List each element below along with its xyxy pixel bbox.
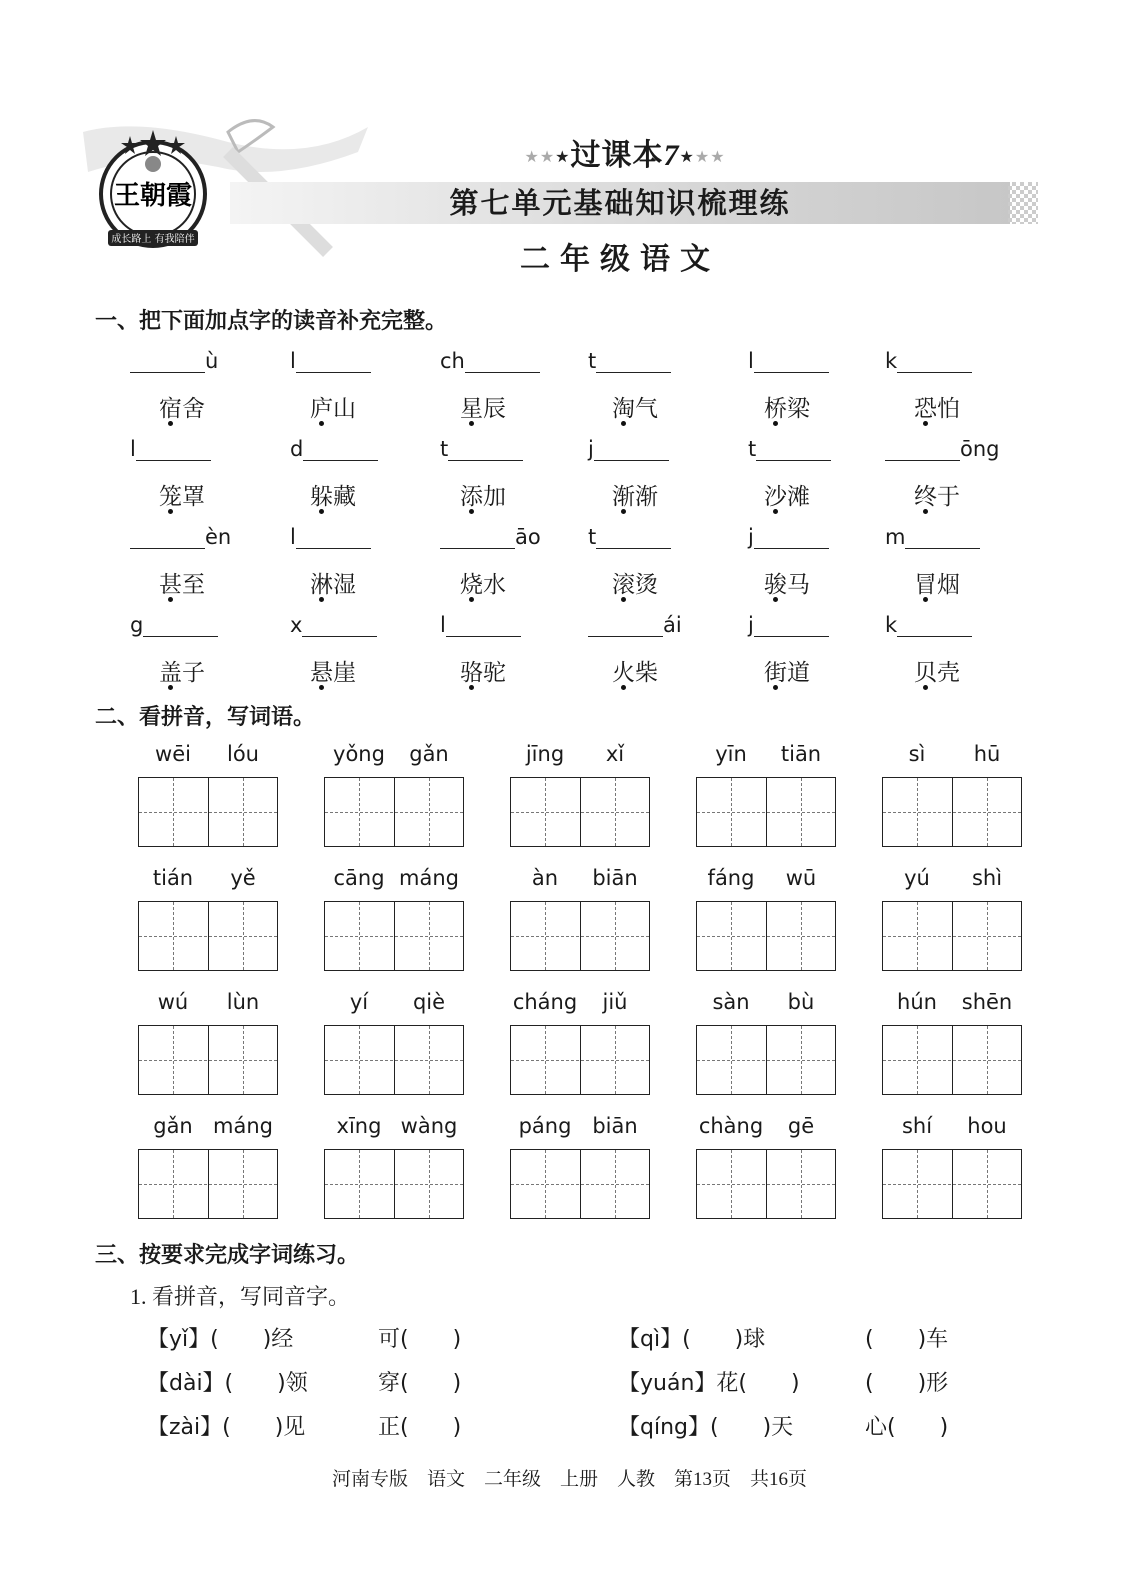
pinyin-blank[interactable] bbox=[130, 436, 211, 464]
pinyin-blank[interactable] bbox=[588, 348, 671, 376]
emphasis-dot bbox=[168, 597, 173, 602]
pinyin-syllable: wú bbox=[157, 990, 189, 1014]
pinyin-syllable: sàn bbox=[712, 990, 750, 1014]
homophone-item[interactable]: 【qì】( )球 bbox=[618, 1327, 766, 1352]
tianzige-box[interactable] bbox=[324, 777, 464, 847]
word: 淘气 bbox=[612, 396, 658, 421]
tianzige-box[interactable] bbox=[696, 777, 836, 847]
answer-line[interactable] bbox=[302, 612, 377, 637]
word: 悬崖 bbox=[310, 660, 356, 685]
pinyin-prefix: j bbox=[748, 525, 754, 549]
pinyin-blank[interactable] bbox=[748, 524, 829, 552]
word: 盖子 bbox=[159, 660, 205, 685]
homophone-item[interactable]: 穿( ) bbox=[378, 1371, 462, 1396]
pinyin-syllable: wēi bbox=[155, 742, 191, 766]
pinyin-blank[interactable] bbox=[440, 348, 540, 376]
emphasis-dot bbox=[773, 685, 778, 690]
svg-text:王朝霞: 王朝霞 bbox=[113, 181, 193, 211]
answer-line[interactable] bbox=[754, 612, 829, 637]
tianzige-box[interactable] bbox=[324, 901, 464, 971]
homophone-item[interactable]: 【qíng】( )天 bbox=[618, 1415, 794, 1440]
word: 宿舍 bbox=[159, 396, 205, 421]
word: 恐怕 bbox=[914, 396, 960, 421]
page-subtitle: 二年级语文 bbox=[520, 242, 720, 277]
answer-line[interactable] bbox=[905, 524, 980, 549]
pinyin-syllable: gǎn bbox=[409, 742, 449, 766]
pinyin-syllable: shí bbox=[901, 1114, 933, 1138]
pinyin-syllable: wū bbox=[785, 866, 817, 890]
emphasis-dot bbox=[621, 509, 626, 514]
answer-line[interactable] bbox=[465, 348, 540, 373]
pinyin-blank[interactable] bbox=[885, 348, 972, 376]
pinyin-prefix: t bbox=[588, 349, 597, 373]
word: 火柴 bbox=[612, 660, 658, 685]
pinyin-blank[interactable] bbox=[748, 612, 829, 640]
homophone-item[interactable]: 可( ) bbox=[378, 1327, 462, 1352]
pinyin-syllable: biān bbox=[592, 1114, 638, 1138]
pinyin-syllable: máng bbox=[399, 866, 459, 890]
emphasis-dot bbox=[923, 685, 928, 690]
tianzige-box[interactable] bbox=[882, 1025, 1022, 1095]
tianzige-box[interactable] bbox=[510, 901, 650, 971]
answer-line[interactable] bbox=[130, 348, 205, 373]
tianzige-box[interactable] bbox=[882, 1149, 1022, 1219]
answer-line[interactable] bbox=[754, 348, 829, 373]
pinyin-suffix: ōng bbox=[960, 437, 1000, 461]
section1-title: 一、把下面加点字的读音补充完整。 bbox=[95, 309, 448, 334]
pinyin-blank[interactable] bbox=[748, 436, 831, 464]
word: 冒烟 bbox=[914, 572, 960, 597]
emphasis-dot bbox=[469, 421, 474, 426]
pinyin-syllable: yǒng bbox=[333, 742, 385, 766]
pinyin-prefix: t bbox=[748, 437, 757, 461]
pinyin-blank[interactable] bbox=[290, 348, 371, 376]
pinyin-syllable: tián bbox=[152, 866, 194, 890]
pinyin-blank[interactable] bbox=[130, 612, 218, 640]
pinyin-syllable: lóu bbox=[227, 742, 259, 766]
tianzige-box[interactable] bbox=[138, 1149, 278, 1219]
pinyin-blank[interactable] bbox=[440, 612, 521, 640]
pinyin-blank[interactable] bbox=[130, 348, 218, 376]
word: 终于 bbox=[914, 484, 960, 509]
pinyin-blank[interactable] bbox=[588, 524, 671, 552]
answer-line[interactable] bbox=[897, 612, 972, 637]
pinyin-suffix: ái bbox=[663, 613, 682, 637]
page-title: 第七单元基础知识梳理练 bbox=[449, 186, 791, 220]
pinyin-syllable: bù bbox=[787, 990, 815, 1014]
pinyin-syllable: hún bbox=[897, 990, 937, 1014]
answer-line[interactable] bbox=[448, 436, 523, 461]
word: 躲藏 bbox=[310, 484, 356, 509]
pinyin-blank[interactable] bbox=[290, 436, 378, 464]
pinyin-prefix: ch bbox=[440, 349, 465, 373]
pinyin-prefix: x bbox=[290, 613, 303, 637]
section2-title: 二、看拼音，写词语。 bbox=[95, 705, 316, 730]
word: 街道 bbox=[764, 660, 810, 685]
answer-line[interactable] bbox=[440, 524, 515, 549]
emphasis-dot bbox=[319, 509, 324, 514]
answer-line[interactable] bbox=[130, 524, 205, 549]
pinyin-syllable: shēn bbox=[961, 990, 1013, 1014]
pinyin-prefix: j bbox=[588, 437, 594, 461]
word: 添加 bbox=[460, 484, 506, 509]
tianzige-box[interactable] bbox=[882, 901, 1022, 971]
word: 骆驼 bbox=[460, 660, 506, 685]
emphasis-dot bbox=[621, 685, 626, 690]
emphasis-dot bbox=[923, 597, 928, 602]
emphasis-dot bbox=[168, 421, 173, 426]
tianzige-box[interactable] bbox=[696, 901, 836, 971]
pinyin-prefix: l bbox=[290, 525, 296, 549]
emphasis-dot bbox=[923, 421, 928, 426]
word: 淋湿 bbox=[310, 572, 356, 597]
pinyin-syllable: biān bbox=[592, 866, 638, 890]
homophone-item[interactable]: 正( ) bbox=[378, 1415, 462, 1440]
pinyin-prefix: l bbox=[290, 349, 296, 373]
pinyin-syllable: yú bbox=[904, 866, 930, 890]
emphasis-dot bbox=[319, 597, 324, 602]
homophone-item[interactable]: ( )形 bbox=[865, 1371, 949, 1396]
emphasis-dot bbox=[319, 421, 324, 426]
pinyin-syllable: xīng bbox=[336, 1114, 382, 1138]
pinyin-syllable: gǎn bbox=[153, 1114, 193, 1138]
emphasis-dot bbox=[621, 421, 626, 426]
pinyin-prefix: t bbox=[588, 525, 597, 549]
pinyin-blank[interactable] bbox=[440, 436, 523, 464]
emphasis-dot bbox=[319, 685, 324, 690]
title-bar-pattern bbox=[1008, 182, 1038, 224]
lesson-kicker: ★★★过课本7★★★ bbox=[524, 138, 726, 173]
pinyin-syllable: sì bbox=[908, 742, 926, 766]
emphasis-dot bbox=[773, 597, 778, 602]
pinyin-syllable: shì bbox=[971, 866, 1003, 890]
pinyin-prefix: j bbox=[748, 613, 754, 637]
emphasis-dot bbox=[773, 509, 778, 514]
pinyin-blank[interactable] bbox=[885, 524, 980, 552]
answer-line[interactable] bbox=[303, 436, 378, 461]
answer-line[interactable] bbox=[897, 348, 972, 373]
tianzige-box[interactable] bbox=[510, 777, 650, 847]
pinyin-prefix: d bbox=[290, 437, 304, 461]
word: 贝壳 bbox=[914, 660, 960, 685]
pinyin-syllable: máng bbox=[213, 1114, 273, 1138]
emphasis-dot bbox=[773, 421, 778, 426]
pinyin-blank[interactable] bbox=[588, 436, 669, 464]
emphasis-dot bbox=[923, 509, 928, 514]
pinyin-blank[interactable] bbox=[130, 524, 231, 552]
homophone-item[interactable]: 【yuán】花( ) bbox=[618, 1371, 800, 1396]
pinyin-syllable: fáng bbox=[707, 866, 755, 890]
pinyin-syllable: yīn bbox=[715, 742, 747, 766]
pinyin-prefix: t bbox=[440, 437, 449, 461]
pinyin-syllable: hū bbox=[973, 742, 1001, 766]
page-footer: 河南专版 语文 二年级 上册 人教 第13页 共16页 bbox=[331, 1469, 807, 1490]
word: 笼罩 bbox=[159, 484, 205, 509]
answer-line[interactable] bbox=[143, 612, 218, 637]
tianzige-box[interactable] bbox=[510, 1025, 650, 1095]
pinyin-prefix: l bbox=[748, 349, 754, 373]
pinyin-syllable: yí bbox=[349, 990, 369, 1014]
answer-line[interactable] bbox=[596, 524, 671, 549]
pinyin-syllable: cháng bbox=[512, 990, 578, 1014]
word: 骏马 bbox=[764, 572, 810, 597]
pinyin-syllable: lùn bbox=[226, 990, 260, 1014]
answer-line[interactable] bbox=[756, 436, 831, 461]
word: 桥梁 bbox=[764, 396, 810, 421]
answer-line[interactable] bbox=[754, 524, 829, 549]
homophone-item[interactable]: ( )车 bbox=[865, 1327, 949, 1352]
tianzige-box[interactable] bbox=[324, 1025, 464, 1095]
pinyin-prefix: g bbox=[130, 613, 144, 637]
pinyin-syllable: chàng bbox=[698, 1114, 764, 1138]
pinyin-prefix: l bbox=[440, 613, 446, 637]
tianzige-box[interactable] bbox=[324, 1149, 464, 1219]
tianzige-box[interactable] bbox=[696, 1025, 836, 1095]
answer-line[interactable] bbox=[136, 436, 211, 461]
word: 庐山 bbox=[310, 396, 356, 421]
pinyin-syllable: qiè bbox=[412, 990, 446, 1014]
emphasis-dot bbox=[469, 509, 474, 514]
pinyin-syllable: xǐ bbox=[605, 742, 625, 766]
word: 烧水 bbox=[460, 572, 506, 597]
pinyin-syllable: páng bbox=[518, 1114, 572, 1138]
pinyin-blank[interactable] bbox=[885, 612, 972, 640]
pinyin-suffix: ù bbox=[205, 349, 219, 373]
emphasis-dot bbox=[168, 509, 173, 514]
pinyin-syllable: cāng bbox=[333, 866, 385, 890]
answer-line[interactable] bbox=[594, 436, 669, 461]
pinyin-suffix: āo bbox=[515, 525, 541, 549]
pinyin-prefix: k bbox=[885, 349, 898, 373]
emphasis-dot bbox=[621, 597, 626, 602]
pinyin-syllable: àn bbox=[531, 866, 559, 890]
pinyin-syllable: yě bbox=[230, 866, 256, 890]
pinyin-syllable: wàng bbox=[400, 1114, 458, 1138]
answer-line[interactable] bbox=[446, 612, 521, 637]
pinyin-prefix: m bbox=[885, 525, 906, 549]
word: 星辰 bbox=[460, 396, 506, 421]
answer-line[interactable] bbox=[596, 348, 671, 373]
answer-line[interactable] bbox=[296, 524, 371, 549]
pinyin-syllable: tiān bbox=[780, 742, 822, 766]
section3-title: 三、按要求完成字词练习。 bbox=[95, 1243, 360, 1268]
pinyin-blank[interactable] bbox=[290, 612, 377, 640]
tianzige-box[interactable] bbox=[696, 1149, 836, 1219]
pinyin-syllable: jīng bbox=[525, 742, 565, 766]
tianzige-box[interactable] bbox=[510, 1149, 650, 1219]
pinyin-blank[interactable] bbox=[588, 612, 682, 640]
pinyin-blank[interactable] bbox=[885, 436, 1000, 464]
word: 滚烫 bbox=[612, 572, 658, 597]
answer-line[interactable] bbox=[296, 348, 371, 373]
emphasis-dot bbox=[168, 685, 173, 690]
homophone-item[interactable]: 【dài】( )领 bbox=[147, 1371, 308, 1396]
pinyin-syllable: jiǔ bbox=[602, 990, 628, 1014]
homophone-item[interactable]: 【zài】( )见 bbox=[147, 1415, 306, 1440]
pinyin-syllable: hou bbox=[967, 1114, 1007, 1138]
pinyin-blank[interactable] bbox=[440, 524, 541, 552]
tianzige-box[interactable] bbox=[138, 777, 278, 847]
pinyin-prefix: k bbox=[885, 613, 898, 637]
pinyin-syllable: gē bbox=[787, 1114, 815, 1138]
answer-line[interactable] bbox=[588, 612, 663, 637]
pinyin-blank[interactable] bbox=[748, 348, 829, 376]
word: 甚至 bbox=[159, 572, 205, 597]
word: 渐渐 bbox=[612, 484, 658, 509]
pinyin-blank[interactable] bbox=[290, 524, 371, 552]
word: 沙滩 bbox=[764, 484, 810, 509]
tianzige-box[interactable] bbox=[138, 1025, 278, 1095]
homophone-item[interactable]: 心( ) bbox=[865, 1415, 949, 1440]
emphasis-dot bbox=[469, 685, 474, 690]
tianzige-box[interactable] bbox=[138, 901, 278, 971]
section3-sub1: 1. 看拼音，写同音字。 bbox=[130, 1284, 351, 1309]
homophone-item[interactable]: 【yǐ】( )经 bbox=[147, 1327, 294, 1352]
pinyin-prefix: l bbox=[130, 437, 136, 461]
svg-text:成长路上 有我陪伴: 成长路上 有我陪伴 bbox=[111, 234, 195, 245]
tianzige-box[interactable] bbox=[882, 777, 1022, 847]
answer-line[interactable] bbox=[885, 436, 960, 461]
emphasis-dot bbox=[469, 597, 474, 602]
pinyin-suffix: èn bbox=[205, 525, 232, 549]
